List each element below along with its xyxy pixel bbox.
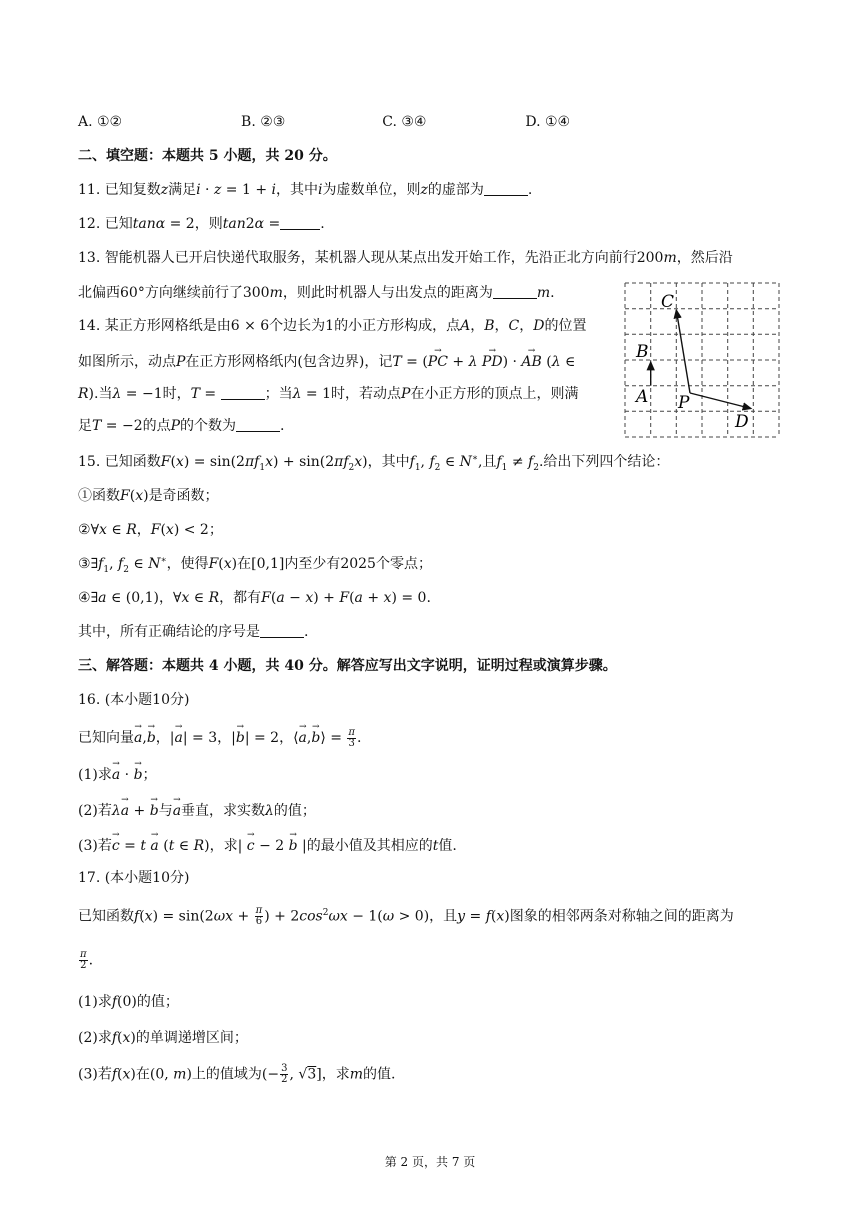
- choice-d: D. ①④: [525, 114, 571, 130]
- q13-text: ，然后沿: [676, 250, 733, 266]
- q17-text: 已知函数: [78, 908, 134, 925]
- q14-text: 在正方形网格纸内(包含边界)，记: [185, 354, 393, 370]
- q16-part-3: (3)若→ c = t → a (t ∈ R)，求| → c − 2 → b |的最小值及其相应的t值.: [78, 834, 457, 856]
- choice-row: [78, 112, 570, 132]
- vector-pc: [676, 310, 690, 393]
- q15-text: ，使得: [166, 556, 209, 572]
- q16-part-1: (1)求→ a · → b；: [78, 763, 157, 785]
- q14-text: 如图所示，动点: [78, 354, 176, 370]
- q17-text: 在: [135, 1066, 150, 1083]
- q15-text: ②: [78, 522, 91, 538]
- question-11: 11. 已知复数z满足i · z = 1 + i，其中i为虚数单位，则z的虚部为 .: [78, 182, 533, 198]
- question-15-ask: 其中，所有正确结论的序号是 .: [78, 624, 309, 640]
- question-15-line-1: 15. 已知函数$F(x) = \sin(2\pi f_1x) + \sin(2\pi f_2x)$，其中$f_1$, $f_2$ ∈ N∗,且$f_1 \ne f_2$.给出下列四个结论：: [78, 453, 670, 473]
- label-c: C: [661, 292, 675, 312]
- q14-text: 时，: [162, 386, 191, 402]
- q15-text: 其中，所有正确结论的序号是: [78, 624, 260, 640]
- q17-stem: 已知函数f(x) = sin(2ωx + $\frac{\pi}{6}$ ) + $2\cos^2\omega x - 1(\omega > 0)$，且y = f(x)图象的相邻两条对称轴之间的距离为: [78, 905, 734, 927]
- q14-text: 在小正方形的顶点上，则满: [410, 386, 579, 402]
- choice-a: A. ①②: [78, 114, 123, 130]
- q14-text: 14. 某正方形网格纸是由: [78, 318, 231, 334]
- q16-head: 16. (本小题10分): [78, 692, 190, 708]
- q16-stem: 已知向量→ a,→ b，|→ a| = 3，|→ b| = 2，⟨→ a,→ b⟩ = $\frac{\pi}{3}$ .: [78, 726, 361, 749]
- q16-text: 已知向量: [78, 730, 134, 746]
- q17-part-1: (1)求f(0)的值；: [78, 994, 179, 1010]
- q11-text: 的虚部为: [427, 182, 484, 198]
- answer-blank[interactable]: [221, 385, 265, 400]
- q17-stem-cont: $\frac{\pi}{2}$ .: [80, 949, 94, 971]
- q13-text: 13. 智能机器人已开启快递代取服务，某机器人现从某点出发开始工作，先沿正北方向前行: [78, 250, 637, 266]
- q15-text: 在: [237, 556, 252, 572]
- q17-text: 的单调递增区间；: [135, 1030, 248, 1046]
- q15-text: ④: [78, 590, 91, 606]
- question-13-line-2: 北偏西60°方向继续前行了300m，则此时机器人与出发点的距离为 m.: [78, 285, 555, 301]
- q16-text: (3)若: [78, 838, 112, 854]
- section-3-heading: 三、解答题：本题共 4 小题，共 40 分。解答应写出文字说明，证明过程或演算步骤。: [78, 658, 617, 674]
- q17-text: 图象的相邻两条对称轴之间的距离为: [509, 908, 734, 925]
- q15-text: ①函数: [78, 488, 120, 504]
- q14-text: 时，若动点: [331, 386, 402, 402]
- label-p: P: [678, 393, 690, 413]
- answer-blank[interactable]: [236, 417, 280, 432]
- q15-text: ,且: [478, 454, 497, 470]
- q16-text: 与: [158, 803, 173, 819]
- question-15-statement-3: $③\exists f_1$, $f_2$ ∈ N∗，使得F(x)在[0,1]内至少有2025个零点；: [78, 555, 432, 575]
- q14-text: 的小正方形构成，点: [334, 318, 461, 334]
- q14-text: 的位置: [544, 318, 587, 334]
- q17-text: ，求: [321, 1066, 350, 1083]
- q11-text: 满足: [168, 182, 197, 198]
- question-14-line-2: 如图所示，动点P在正方形网格纸内(包含边界)，记T = (→ PC + λ → PD) · → AB (λ ∈: [78, 350, 575, 372]
- q14-text: 的个数为: [180, 418, 237, 434]
- q11-text: ，其中: [276, 182, 318, 198]
- q16-text: ；: [142, 767, 157, 783]
- q12-text: ，则: [194, 216, 223, 232]
- q17-text: 上的值域为: [191, 1066, 262, 1083]
- question-13-line-1: 13. 智能机器人已开启快递代取服务，某机器人现从某点出发开始工作，先沿正北方向前行200m，然后沿: [78, 250, 733, 266]
- q15-text: ，其中: [367, 454, 410, 470]
- page-footer: 第 2 页，共 7 页: [384, 1155, 476, 1169]
- q11-text: 11. 已知复数: [78, 182, 161, 198]
- choice-c: C. ③④: [382, 114, 427, 130]
- q16-text: (1)求: [78, 767, 112, 783]
- q15-text: 内至少有: [284, 556, 341, 572]
- answer-blank[interactable]: [280, 215, 320, 230]
- q16-text: 的值；: [273, 803, 316, 819]
- question-12: 12. 已知tanα = 2，则tan2α = .: [78, 216, 325, 232]
- choice-b: B. ②③: [241, 114, 286, 130]
- q12-text: .: [320, 216, 325, 232]
- q15-text: ③: [78, 556, 91, 572]
- q16-text: 值.: [438, 838, 457, 854]
- q14-text: 的点: [142, 418, 171, 434]
- q17-head: 17. (本小题10分): [78, 870, 190, 886]
- q13-text: 北偏西: [78, 285, 120, 301]
- q17-text: ，且: [429, 908, 458, 925]
- q14-text: 足: [78, 418, 92, 434]
- label-a: A: [636, 387, 649, 407]
- section-2-heading: 二、填空题：本题共 5 小题，共 20 分。: [78, 148, 337, 164]
- q14-text: ；当: [264, 386, 293, 402]
- q11-text: .: [527, 182, 533, 198]
- q17-text: 的值.: [362, 1066, 396, 1083]
- q14-text: .当: [94, 386, 113, 402]
- grid-figure: [622, 280, 782, 438]
- q15-text: 是奇函数；: [148, 488, 219, 504]
- answer-blank[interactable]: [484, 181, 528, 196]
- question-15-statement-4: ④∃a ∈ (0,1)，∀x ∈ R，都有F(a − x) + F(a + x) = 0.: [78, 590, 431, 606]
- answer-blank[interactable]: [493, 284, 537, 299]
- question-14-line-3: R).当λ = −1时，T = ；当λ = 1时，若动点P在小正方形的顶点上，则满: [78, 386, 579, 402]
- question-15-statement-1: ①函数F(x)是奇函数；: [78, 488, 219, 504]
- q16-text: 的最小值及其相应的: [306, 838, 433, 854]
- q13-text: ，则此时机器人与出发点的距离为: [282, 285, 493, 301]
- q17-text: (3)若: [78, 1066, 112, 1083]
- q16-text: ，求: [209, 838, 238, 854]
- label-b: B: [636, 342, 649, 362]
- q15-text: 个零点；: [375, 556, 432, 572]
- question-14-line-1: 14. 某正方形网格纸是由6 × 6个边长为1的小正方形构成，点A，B，C，D的位置: [78, 318, 587, 334]
- q16-text: 垂直，求实数: [181, 803, 266, 819]
- q15-text: 15. 已知函数: [78, 454, 161, 470]
- q13-text: 方向继续前行了: [144, 285, 243, 301]
- question-14-line-4: 足T = −2的点P的个数为 .: [78, 418, 285, 434]
- q11-text: 为虚数单位，则: [322, 182, 421, 198]
- q14-text: 个边长为: [269, 318, 326, 334]
- q17-part-2: (2)求f(x)的单调递增区间；: [78, 1030, 248, 1046]
- q17-text: 的值；: [136, 994, 179, 1010]
- q16-part-2: (2)若λ→ a + → b与→ a垂直，求实数λ的值；: [78, 799, 316, 821]
- q17-text: (2)求: [78, 1030, 112, 1046]
- q17-text: (1)求: [78, 994, 112, 1010]
- q12-text: 12. 已知: [78, 216, 133, 232]
- q15-text: .给出下列四个结论：: [538, 454, 670, 470]
- question-15-statement-2: ②∀x ∈ R，F(x) < 2；: [78, 522, 223, 538]
- q17-part-3: (3)若f(x)在(0, m)上的值域为(− $\frac{3}{2}$ , √3]，求m的值.: [78, 1063, 396, 1085]
- label-d: D: [735, 412, 749, 432]
- q16-text: (2)若: [78, 803, 112, 819]
- q14-text: .: [280, 418, 285, 434]
- vector-pd: [690, 393, 751, 409]
- answer-blank[interactable]: [260, 623, 304, 638]
